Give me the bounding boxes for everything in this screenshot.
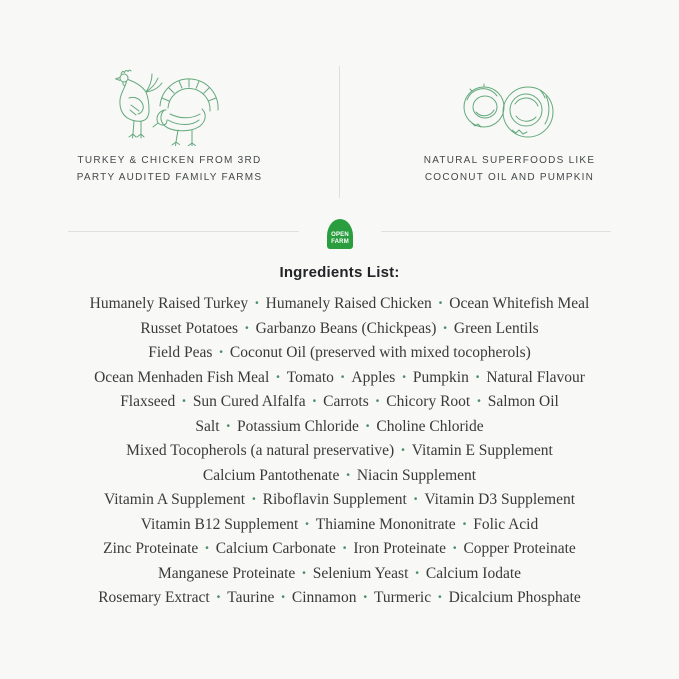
ingredient-item: Salt xyxy=(195,417,220,435)
ingredient-item: Selenium Yeast xyxy=(312,564,409,582)
bullet-separator-icon: • xyxy=(477,396,481,407)
divider-line-left xyxy=(68,231,299,232)
bullet-separator-icon: • xyxy=(252,494,256,505)
badge-text-farm: FARM xyxy=(331,238,349,245)
bullet-separator-icon: • xyxy=(401,445,405,456)
ingredients-line xyxy=(0,488,679,513)
ingredients-line xyxy=(0,586,679,611)
bullet-separator-icon: • xyxy=(182,396,186,407)
bullet-separator-icon: • xyxy=(415,567,419,579)
ingredients-line xyxy=(0,292,679,317)
ingredient-item: Rosemary Extract xyxy=(98,589,210,606)
bullet-separator-icon: • xyxy=(276,371,280,383)
ingredients-line xyxy=(0,537,679,562)
ingredients-line xyxy=(0,513,679,538)
bullet-separator-icon: • xyxy=(281,592,285,603)
ingredient-item: Ocean Menhaden Fish Meal xyxy=(94,368,270,386)
ingredient-item: Vitamin B12 Supplement xyxy=(140,515,299,533)
bullet-separator-icon: • xyxy=(340,371,345,383)
bullet-separator-icon: • xyxy=(462,518,467,530)
bullet-separator-icon: • xyxy=(219,347,223,358)
ingredients-line xyxy=(0,390,679,415)
ingredients-list xyxy=(0,292,679,611)
bullet-separator-icon: • xyxy=(438,298,443,309)
badge-text-open: OPEN xyxy=(331,232,349,238)
divider-line-right xyxy=(381,231,611,232)
turkey-chicken-icon xyxy=(0,0,339,146)
ingredient-item: Turmeric xyxy=(373,589,432,606)
ingredient-item: Zinc Proteinate xyxy=(103,540,199,557)
section-divider xyxy=(0,215,679,247)
ingredient-item: Cinnamon xyxy=(291,589,357,606)
ingredient-item: Green Lentils xyxy=(453,319,539,337)
ingredient-item: Field Peas xyxy=(148,344,213,361)
open-farm-badge-icon xyxy=(327,219,353,249)
ingredient-item: Calcium Iodate xyxy=(425,564,522,582)
ingredient-item: Vitamin A Supplement xyxy=(103,491,246,508)
ingredient-item: Calcium Pantothenate xyxy=(202,466,340,484)
ingredient-item: Mixed Tocopherols (a natural preservative) xyxy=(126,442,395,459)
ingredients-line xyxy=(0,341,679,366)
bullet-separator-icon: • xyxy=(255,298,259,309)
ingredient-item: Calcium Carbonate xyxy=(215,540,336,557)
ingredient-item: Vitamin D3 Supplement xyxy=(424,491,576,508)
ingredient-item: Potassium Chloride xyxy=(237,417,359,435)
bullet-separator-icon: • xyxy=(365,420,370,432)
ingredient-item: Salmon Oil xyxy=(487,393,559,410)
bullet-separator-icon: • xyxy=(375,396,380,407)
ingredient-item: Chicory Root xyxy=(386,393,471,410)
bullet-separator-icon: • xyxy=(342,543,347,554)
ingredient-item: Flaxseed xyxy=(120,393,176,410)
bullet-separator-icon: • xyxy=(438,592,442,603)
ingredient-item: Taurine xyxy=(227,589,275,606)
ingredients-line xyxy=(0,366,679,391)
caption-line: COCONUT OIL AND PUMPKIN xyxy=(424,172,595,183)
ingredients-line xyxy=(0,439,679,464)
ingredient-item: Choline Chloride xyxy=(376,417,484,435)
feature-caption xyxy=(77,152,263,186)
ingredients-line xyxy=(0,562,679,587)
ingredient-item: Humanely Raised Chicken xyxy=(265,295,432,312)
ingredients-line xyxy=(0,317,679,342)
bullet-separator-icon: • xyxy=(216,592,221,603)
ingredient-item: Copper Proteinate xyxy=(463,540,576,557)
ingredient-item: Vitamin E Supplement xyxy=(411,442,553,459)
ingredient-item: Dicalcium Phosphate xyxy=(448,589,581,606)
ingredient-item: Carrots xyxy=(323,393,369,410)
bullet-separator-icon: • xyxy=(346,469,350,481)
ingredient-item: Thiamine Mononitrate xyxy=(315,515,456,533)
ingredient-item: Apples xyxy=(351,368,396,386)
bullet-separator-icon: • xyxy=(205,543,209,554)
ingredient-item: Garbanzo Beans (Chickpeas) xyxy=(255,319,437,337)
ingredients-heading: Ingredients List: xyxy=(279,264,400,281)
ingredient-item: Natural Flavour xyxy=(486,368,585,386)
bullet-separator-icon: • xyxy=(443,322,447,334)
feature-superfoods xyxy=(340,0,679,186)
feature-turkey-chicken xyxy=(0,0,339,186)
bullet-separator-icon: • xyxy=(305,518,309,530)
caption-line: TURKEY & CHICKEN FROM 3RD xyxy=(77,155,262,166)
coconut-icon xyxy=(340,0,679,146)
caption-line: PARTY AUDITED FAMILY FARMS xyxy=(76,172,263,183)
ingredient-item: Manganese Proteinate xyxy=(157,564,296,582)
bullet-separator-icon: • xyxy=(402,371,406,383)
caption-line: NATURAL SUPERFOODS LIKE xyxy=(423,155,596,166)
ingredient-item: Pumpkin xyxy=(412,368,469,386)
ingredient-item: Russet Potatoes xyxy=(140,319,239,337)
ingredient-item: Riboflavin Supplement xyxy=(262,491,407,508)
feature-caption xyxy=(424,152,596,186)
ingredient-item: Folic Acid xyxy=(473,515,539,533)
bullet-separator-icon: • xyxy=(452,543,457,554)
ingredient-item: Coconut Oil (preserved with mixed tocopherols) xyxy=(229,344,531,361)
ingredient-item: Humanely Raised Turkey xyxy=(89,295,249,312)
ingredient-item: Ocean Whitefish Meal xyxy=(449,295,590,312)
bullet-separator-icon: • xyxy=(413,494,418,505)
bullet-separator-icon: • xyxy=(475,371,480,383)
ingredient-item: Tomato xyxy=(286,368,334,386)
ingredients-line xyxy=(0,464,679,489)
bullet-separator-icon: • xyxy=(312,396,317,407)
bullet-separator-icon: • xyxy=(363,592,367,603)
bullet-separator-icon: • xyxy=(226,420,231,432)
ingredient-item: Sun Cured Alfalfa xyxy=(192,393,306,410)
bullet-separator-icon: • xyxy=(245,322,249,334)
bullet-separator-icon: • xyxy=(302,567,306,579)
ingredient-item: Niacin Supplement xyxy=(356,466,477,484)
ingredients-line xyxy=(0,415,679,440)
ingredient-item: Iron Proteinate xyxy=(353,540,446,557)
